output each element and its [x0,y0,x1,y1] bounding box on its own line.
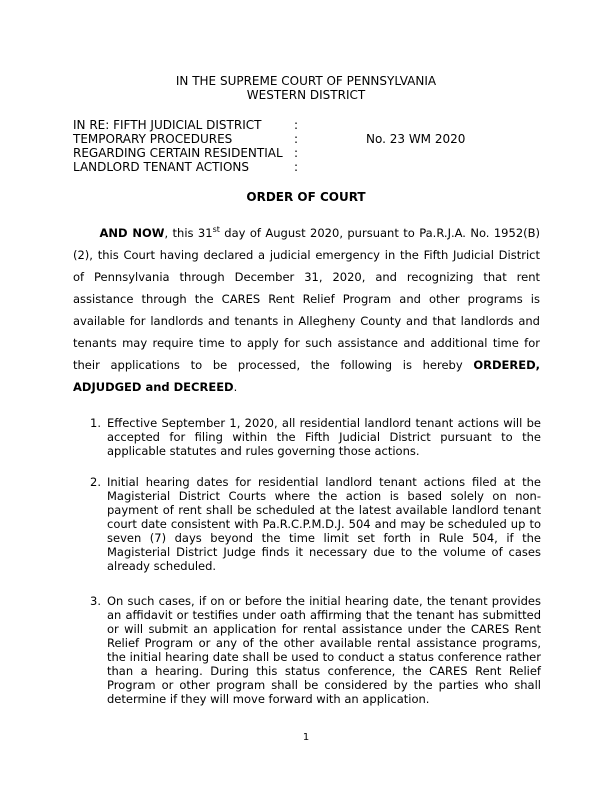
court-district: WESTERN DISTRICT [246,88,366,102]
intro-day: , this 31 [164,226,213,240]
intro-day-suffix: st [212,225,220,235]
item-number: 2. [90,475,101,489]
item-text: On such cases, if on or before the initial hearing date, the tenant provides an affidavit or testifies under oath affirming that the tenant has submitted or will submit an application for rental assistance under the CARES Rent Relief Program or any of the other available rental assistance programs, the initial hearing date shall be used to conduct a status conference rather than a hearing. During this status conference, the CARES Rent Relief Program or other program shall be considered by the parties who shall determine if they will move forward with an application. [107,594,541,706]
docket-number: No. 23 WM 2020 [366,132,466,146]
court-name: IN THE SUPREME COURT OF PENNSYLVANIA [175,74,437,88]
caption-colon: : [294,132,299,146]
order-item-2 [90,475,541,573]
caption-colon: : [294,146,299,160]
item-text: Effective September 1, 2020, all residential landlord tenant actions will be accepted for filing within the Fifth Judicial District pursuant to the applicable statutes and rules governing those actions. [107,416,541,458]
item-text: Initial hearing dates for residential landlord tenant actions filed at the Magisterial District Courts where the action is based solely on non-payment of rent shall be scheduled at the latest available landlord tenant court date consistent with Pa.R.C.P.M.D.J. 504 and may be scheduled up to seven (7) days beyond the time limit set forth in Rule 504, if the Magisterial District Judge finds it necessary due to the volume of cases already scheduled. [107,475,541,573]
order-title: ORDER OF COURT [246,190,366,204]
intro-body: day of August 2020, pursuant to Pa.R.J.A. No. 1952(B)(2), this Court having declared a judicial emergency in the Fifth Judicial District of Pennsylvania through December 31, 2020, and recognizing that rent assistance through the CARES Rent Relief Program and other programs is available for landlords and tenants in Allegheny County and that landlords and tenants may require time to apply for such assistance and additional time for their applications to be processed, the following is hereby [73,226,540,372]
intro-end: . [233,380,238,394]
intro-ordered: ORDERED, ADJUDGED and DECREED [73,358,540,394]
page-number: 1 [302,732,310,743]
order-item-1 [90,416,541,458]
intro-paragraph [73,222,540,398]
item-number: 3. [90,594,101,608]
order-item-3 [90,594,541,706]
caption-line-2: TEMPORARY PROCEDURES [73,132,233,146]
caption-line-4: LANDLORD TENANT ACTIONS [73,160,249,174]
caption-line-1: IN RE: FIFTH JUDICIAL DISTRICT [73,118,262,132]
caption-colon: : [294,118,299,132]
caption-line-3: REGARDING CERTAIN RESIDENTIAL [73,146,283,160]
caption-colon: : [294,160,299,174]
intro-lead: AND NOW [99,226,165,240]
item-number: 1. [90,416,101,430]
